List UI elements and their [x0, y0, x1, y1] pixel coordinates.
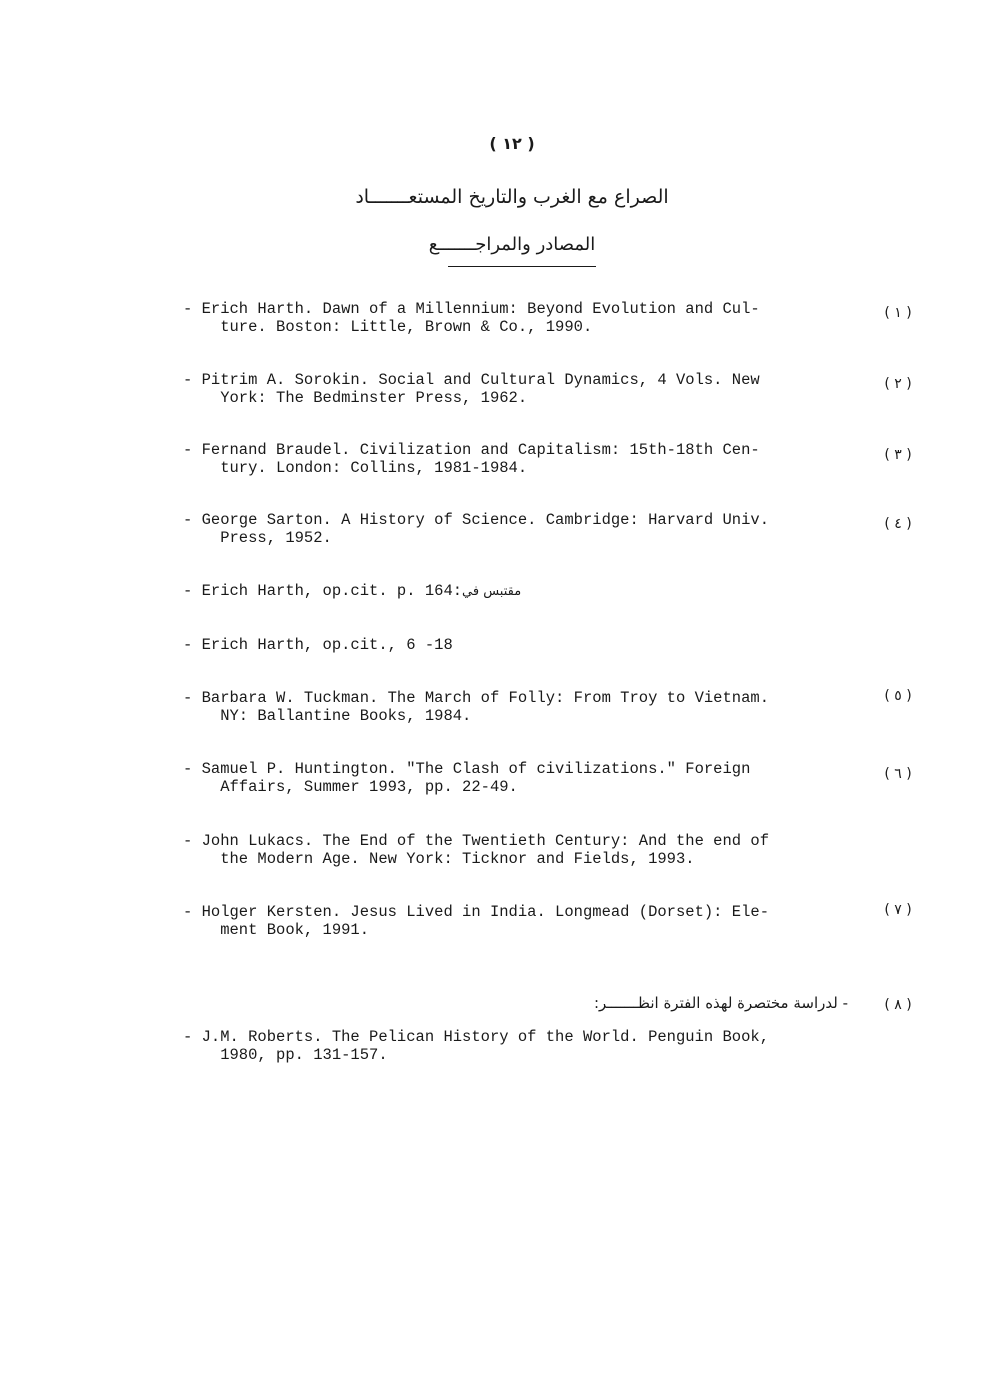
entry-line: - Pitrim A. Sorokin. Social and Cultural Dynamics, 4 Vols. New	[183, 371, 760, 389]
reference-entry	[183, 300, 853, 336]
page-title: الصراع مع الغرب والتاريخ المستعـــــــاد	[355, 186, 669, 208]
entry-line: ture. Boston: Little, Brown & Co., 1990.	[183, 318, 593, 336]
reference-entry	[183, 760, 853, 796]
reference-entry	[183, 371, 853, 407]
entry-line: the Modern Age. New York: Ticknor and Fields, 1993.	[183, 850, 695, 868]
footnote-number: ( ٥ )	[884, 688, 912, 704]
reference-entry	[183, 582, 853, 601]
footnote-number: ( ٣ )	[884, 447, 912, 463]
entry-line: NY: Ballantine Books, 1984.	[183, 707, 472, 725]
footnote-number: ( ٧ )	[884, 902, 912, 918]
section-heading: المصادر والمراجـــــــع	[428, 234, 596, 255]
reference-entry	[183, 689, 853, 725]
footnote-number: ( ٨ )	[884, 997, 912, 1013]
reference-entry	[183, 1028, 853, 1064]
footnote-number: ( ٦ )	[884, 766, 912, 782]
reference-entry	[183, 636, 853, 654]
entry-line: - Fernand Braudel. Civilization and Capitalism: 15th-18th Cen-	[183, 441, 760, 459]
reference-entry	[183, 441, 853, 477]
entry-line: Press, 1952.	[183, 529, 332, 547]
entry-line: - Barbara W. Tuckman. The March of Folly: From Troy to Vietnam.	[183, 689, 769, 707]
footnote-number: ( ٢ )	[884, 376, 912, 392]
footnote-number: ( ١ )	[884, 305, 912, 321]
entry-line: - Holger Kersten. Jesus Lived in India. Longmead (Dorset): Ele-	[183, 903, 769, 921]
entry-line: ment Book, 1991.	[183, 921, 370, 939]
entry-line: - Erich Harth, op.cit. p. 164:	[183, 582, 463, 600]
entry-line: - J.M. Roberts. The Pelican History of the World. Penguin Book,	[183, 1028, 769, 1046]
entry-line: - Erich Harth. Dawn of a Millennium: Beyond Evolution and Cul-	[183, 300, 760, 318]
entry-line: York: The Bedminster Press, 1962.	[183, 389, 528, 407]
reference-entry	[183, 832, 853, 868]
entry-line: - Erich Harth, op.cit., 6 -18	[183, 636, 453, 654]
reference-entry	[183, 511, 853, 547]
entry-line: 1980, pp. 131-157.	[183, 1046, 388, 1064]
arabic-quote-label: مقتبس في	[462, 584, 522, 599]
entry-line: - George Sarton. A History of Science. Cambridge: Harvard Univ.	[183, 511, 769, 529]
entry-line: Affairs, Summer 1993, pp. 22-49.	[183, 778, 518, 796]
entry-line: - John Lukacs. The End of the Twentieth Century: And the end of	[183, 832, 769, 850]
entry-line: - Samuel P. Huntington. "The Clash of civilizations." Foreign	[183, 760, 751, 778]
arabic-see-also-line: - لدراسة مختصرة لهذه الفترة انظـــــــر:	[593, 994, 848, 1012]
entry-line: tury. London: Collins, 1981-1984.	[183, 459, 528, 477]
footnote-number: ( ٤ )	[884, 516, 912, 532]
heading-underline	[448, 266, 596, 267]
page-number: ( ١٢ )	[489, 134, 535, 153]
reference-entry	[183, 903, 853, 939]
